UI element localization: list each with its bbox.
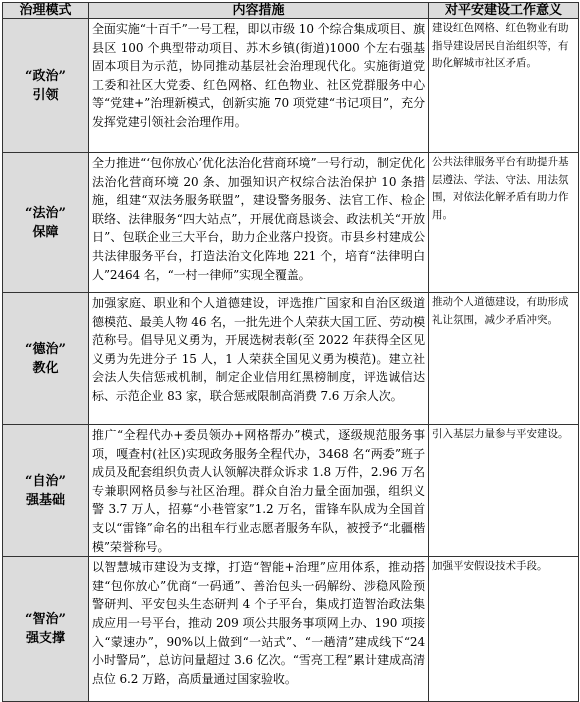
measures-cell: 推广“全程代办+委员领办+网格帮办”模式，逐级规范服务事项，嘎查村(社区)实现政务服务全程代办，3468 名“两委”班子成员及配套组织负责人认领解决群众诉求 1.8 万件，2.96 万名专兼职网格员参与社区治理。群众自治力量全面加强，组织义警 3.7 万人，招募“小巷管家”1.2 万名，雷锋车队成为全国首支以“雷锋”命名的出租车行业志愿者服务车队，被授予“北疆楷模”荣誉称号。 [89, 425, 429, 557]
mode-cell [3, 153, 89, 293]
significance-cell: 加强平安假设技术手段。 [429, 557, 579, 702]
significance-cell: 推动个人道德建设，有助形成礼让氛围，减少矛盾冲突。 [429, 293, 579, 425]
mode-cell [3, 425, 89, 557]
mode-name: “智治” [25, 612, 66, 628]
table-row [3, 425, 579, 557]
header-governance-mode: 治理模式 [3, 3, 89, 19]
header-significance: 对平安建设工作意义 [429, 3, 579, 19]
mode-name: “政治” [25, 68, 66, 84]
table-header-row [3, 3, 579, 19]
mode-name: “德治” [25, 341, 66, 357]
mode-suffix: 强基础 [25, 492, 65, 508]
table-row [3, 557, 579, 702]
mode-cell [3, 19, 89, 153]
significance-cell: 建设红色网格、红色物业有助指导建设居民自治组织等，有助化解城市社区矛盾。 [429, 19, 579, 153]
table-row [3, 153, 579, 293]
header-content-measures: 内容措施 [89, 3, 429, 19]
mode-name: “自治” [25, 473, 66, 489]
measures-cell: 全面实施“十百千”一号工程，即以市级 10 个综合集成项目、旗县区 100 个典型带动项目、苏木乡镇(街道)1000 个左右强基固本项目为示范，协同推动基层社会治理现代化。实施街道党工委和社区大党委、红色网格、红色物业、社区党群服务中心等“党建+”治理新模式，创新实施 70 项党建“书记项目”，充分发挥党建引领社会治理作用。 [89, 19, 429, 153]
mode-cell [3, 293, 89, 425]
significance-cell: 引入基层力量参与平安建设。 [429, 425, 579, 557]
significance-cell: 公共法律服务平台有助提升基层遵法、学法、守法、用法氛围，对依法化解矛盾有助力作用。 [429, 153, 579, 293]
table-row [3, 293, 579, 425]
mode-suffix: 引领 [32, 87, 59, 103]
measures-cell: 全力推进“‘包你放心’优化法治化营商环境”一号行动，制定优化法治化营商环境 20 条、加强知识产权综合法治保护 10 条措施，组建“双法务服务联盟”，建设警务服务、法官工作、检企联络、法律服务“四大站点”，开展优商恳谈会、政法机关“开放日”、包联企业三大平台，助力企业落户投资。市县乡村建成公共法律服务平台，打造法治文化阵地 221 个，培育“法律明白人”2464 名，“一村一律师”实现全覆盖。 [89, 153, 429, 293]
mode-suffix: 保障 [32, 224, 59, 240]
mode-suffix: 教化 [32, 360, 59, 376]
table-row [3, 19, 579, 153]
measures-cell: 以智慧城市建设为支撑，打造“智能+治理”应用体系，推动搭建“包你放心”优商“一码通”、善治包头一码解纷、涉稳风险预警研判、平安包头生态研判 4 个子平台，集成打造智治政法集成应用一号平台，推动 209 项公共服务事项网上办、190 项接入“蒙速办”，90%以上做到“一站式”、“一趟清”建成线下“24 小时警局”，总访问量超过 3.6 亿次。“雪亮工程”累计建成高清点位 6.2 万路，高质量通过国家验收。 [89, 557, 429, 702]
mode-suffix: 强支撑 [25, 631, 65, 647]
governance-table [2, 2, 579, 702]
mode-cell [3, 557, 89, 702]
measures-cell: 加强家庭、职业和个人道德建设，评选推广国家和自治区级道德模范、最美人物 46 名，一批先进个人荣获大国工匠、劳动模范称号。倡导见义勇为，开展选树表彰(至 2022 年获得全区见义勇为先进分子 15 人，1 人荣获全国见义勇为模范)。建立社会法人失信惩戒机制，制定企业信用红黑榜制度，评选诚信达标、示范企业 83 家，联合惩戒限制高消费 7.6 万余人次。 [89, 293, 429, 425]
mode-name: “法治” [25, 205, 66, 221]
